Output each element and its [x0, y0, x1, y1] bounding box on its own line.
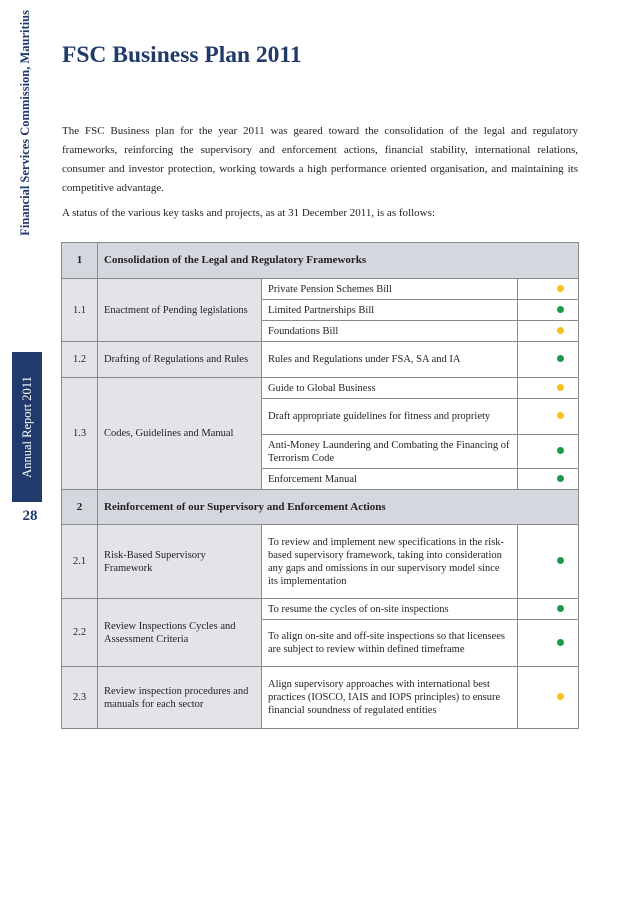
- section-title: Consolidation of the Legal and Regulatory Frameworks: [98, 243, 579, 279]
- item-title: Codes, Guidelines and Manual: [98, 378, 262, 490]
- task-text: To align on-site and off-site inspections so that licensees are subject to review within defined timeframe: [262, 620, 518, 667]
- task-text: Rules and Regulations under FSA, SA and IA: [262, 342, 518, 378]
- table-row: [62, 378, 579, 399]
- task-text: To review and implement new specifications in the risk-based supervisory framework, taking into consideration any gaps and omissions in our supervisory model since its implementation: [262, 525, 518, 599]
- section-header: [62, 490, 579, 525]
- item-title: Review Inspections Cycles and Assessment Criteria: [98, 599, 262, 667]
- item-number: 1.1: [62, 279, 98, 342]
- item-number: 2.1: [62, 525, 98, 599]
- status-dot-icon: [557, 475, 564, 482]
- task-text: Guide to Global Business: [262, 378, 518, 399]
- item-title: Drafting of Regulations and Rules: [98, 342, 262, 378]
- task-text: To resume the cycles of on-site inspections: [262, 599, 518, 620]
- item-number: 2.3: [62, 667, 98, 729]
- item-title: Review inspection procedures and manuals for each sector: [98, 667, 262, 729]
- task-text: Limited Partnerships Bill: [262, 300, 518, 321]
- table-row: [62, 279, 579, 300]
- sidebar-report-tab: [12, 352, 42, 502]
- section-number: 1: [62, 243, 98, 279]
- task-text: Draft appropriate guidelines for fitness and propriety: [262, 399, 518, 435]
- intro-paragraph: The FSC Business plan for the year 2011 was geared toward the consolidation of the legal and regulatory frameworks, reinforcing the supervisory and enforcement actions, financial stability, international relations, consumer and investor protection, working towards a high performance oriented organisation, and maintaining its competitive advantage.: [62, 125, 578, 194]
- status-cell: [518, 435, 579, 469]
- section-header: [62, 243, 579, 279]
- status-dot-icon: [557, 355, 564, 362]
- status-dot-icon: [557, 447, 564, 454]
- item-number: 1.2: [62, 342, 98, 378]
- status-cell: [518, 469, 579, 490]
- item-number: 2.2: [62, 599, 98, 667]
- report-name: Annual Report 2011: [19, 376, 34, 478]
- status-cell: [518, 525, 579, 599]
- status-cell: [518, 620, 579, 667]
- status-cell: [518, 599, 579, 620]
- section-number: 2: [62, 490, 98, 525]
- section-title: Reinforcement of our Supervisory and Enforcement Actions: [98, 490, 579, 525]
- status-dot-icon: [557, 693, 564, 700]
- status-cell: [518, 300, 579, 321]
- business-plan-table: [61, 242, 579, 729]
- task-text: Foundations Bill: [262, 321, 518, 342]
- status-cell: [518, 399, 579, 435]
- page-number: 28: [22, 508, 38, 524]
- status-dot-icon: [557, 384, 564, 391]
- status-cell: [518, 378, 579, 399]
- item-title: Enactment of Pending legislations: [98, 279, 262, 342]
- status-dot-icon: [557, 306, 564, 313]
- task-text: Anti-Money Laundering and Combating the Financing of Terrorism Code: [262, 435, 518, 469]
- organization-name: Financial Services Commission, Mauritius: [17, 10, 32, 236]
- status-dot-icon: [557, 285, 564, 292]
- item-title: Risk-Based Supervisory Framework: [98, 525, 262, 599]
- status-cell: [518, 321, 579, 342]
- status-dot-icon: [557, 412, 564, 419]
- status-cell: [518, 667, 579, 729]
- status-dot-icon: [557, 557, 564, 564]
- status-dot-icon: [557, 639, 564, 646]
- table-row: [62, 525, 579, 599]
- status-cell: [518, 342, 579, 378]
- table-row: [62, 667, 579, 729]
- status-dot-icon: [557, 605, 564, 612]
- task-text: Align supervisory approaches with international best practices (IOSCO, IAIS and IOPS principles) to ensure financial soundness of regulated entities: [262, 667, 518, 729]
- status-dot-icon: [557, 327, 564, 334]
- task-text: Enforcement Manual: [262, 469, 518, 490]
- status-intro: A status of the various key tasks and projects, as at 31 December 2011, is as follows:: [62, 207, 435, 219]
- table-row: [62, 599, 579, 620]
- item-number: 1.3: [62, 378, 98, 490]
- task-text: Private Pension Schemes Bill: [262, 279, 518, 300]
- status-cell: [518, 279, 579, 300]
- table-row: [62, 342, 579, 378]
- page-title: FSC Business Plan 2011: [62, 42, 302, 68]
